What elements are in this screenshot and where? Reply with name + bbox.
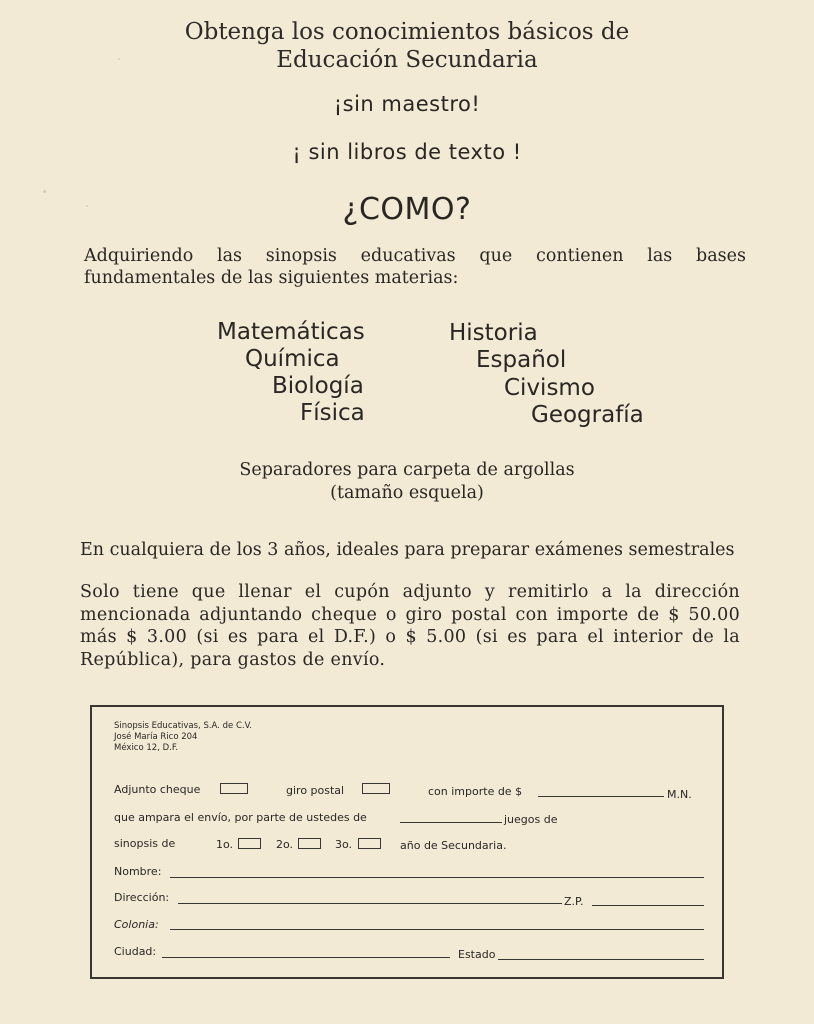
- sinopsis-label: sinopsis de: [114, 837, 176, 850]
- ampara-label: que ampara el envío, por parte de ustedes de: [114, 811, 367, 824]
- nombre-label: Nombre:: [114, 865, 162, 878]
- year-1-checkbox[interactable]: [238, 838, 261, 849]
- sets-quantity-field[interactable]: [400, 822, 502, 823]
- subject-espanol: Español: [476, 347, 567, 373]
- how-heading: ¿COMO?: [342, 192, 472, 227]
- direccion-field[interactable]: [178, 903, 562, 904]
- year-2-checkbox[interactable]: [298, 838, 321, 849]
- year-2-label: 2o.: [276, 838, 294, 851]
- subject-civismo: Civismo: [504, 375, 595, 401]
- colonia-label: Colonia:: [114, 918, 159, 931]
- tagline-no-teacher: ¡sin maestro!: [333, 92, 481, 116]
- separators-line-1: Separadores para carpeta de argollas: [239, 460, 575, 480]
- ciudad-field[interactable]: [162, 957, 450, 958]
- cheque-checkbox[interactable]: [220, 783, 248, 794]
- subject-fisica: Física: [300, 400, 365, 426]
- intro-paragraph: Adquiriendo las sinopsis educativas que contienen las bases fundamentales de las siguientes materias:: [84, 246, 746, 288]
- amount-label: con importe de $: [428, 785, 523, 798]
- zp-field[interactable]: [592, 905, 704, 906]
- paper-speck: [43, 190, 46, 193]
- instructions-paragraph: Solo tiene que llenar el cupón adjunto y remitirlo a la dirección mencionada adjuntando cheque o giro postal con importe de $ 50.00 más $ 3.00 (si es para el D.F.) o $ 5.00 (si es para el interior de la República), para gastos de envío.: [80, 582, 740, 670]
- paper-speck: [118, 58, 120, 60]
- subject-quimica: Química: [245, 346, 340, 372]
- secundaria-label: año de Secundaria.: [400, 839, 507, 852]
- subject-matematicas: Matemáticas: [217, 319, 365, 345]
- year-1-label: 1o.: [216, 838, 234, 851]
- colonia-field[interactable]: [170, 929, 704, 930]
- tagline-no-books: ¡ sin libros de texto !: [292, 140, 522, 164]
- address-street: José María Rico 204: [114, 732, 198, 742]
- headline-line-1: Obtenga los conocimientos básicos de: [184, 19, 630, 45]
- paper-speck: [86, 205, 88, 207]
- ciudad-label: Ciudad:: [114, 945, 157, 958]
- giro-label: giro postal: [286, 784, 345, 797]
- subject-historia: Historia: [449, 320, 538, 346]
- estado-field[interactable]: [498, 959, 704, 960]
- cheque-label: Adjunto cheque: [114, 783, 201, 796]
- year-3-checkbox[interactable]: [358, 838, 381, 849]
- currency-label: M.N.: [667, 788, 692, 801]
- subject-geografia: Geografía: [531, 402, 644, 428]
- years-note: En cualquiera de los 3 años, ideales para preparar exámenes semestrales: [80, 540, 735, 560]
- zp-label: Z.P.: [564, 895, 584, 908]
- separators-note: [0, 459, 814, 505]
- address-company: Sinopsis Educativas, S.A. de C.V.: [114, 721, 253, 731]
- estado-label: Estado: [458, 948, 496, 961]
- amount-field[interactable]: [538, 796, 664, 797]
- headline-line-2: Educación Secundaria: [276, 47, 538, 73]
- juegos-label: juegos de: [504, 813, 558, 826]
- order-coupon: [90, 705, 724, 979]
- nombre-field[interactable]: [170, 877, 704, 878]
- subject-biologia: Biología: [272, 373, 364, 399]
- coupon-address: [114, 721, 252, 754]
- year-3-label: 3o.: [335, 838, 353, 851]
- giro-checkbox[interactable]: [362, 783, 390, 794]
- headline: [0, 18, 814, 74]
- separators-line-2: (tamaño esquela): [330, 483, 484, 503]
- address-city: México 12, D.F.: [114, 743, 179, 753]
- direccion-label: Dirección:: [114, 891, 170, 904]
